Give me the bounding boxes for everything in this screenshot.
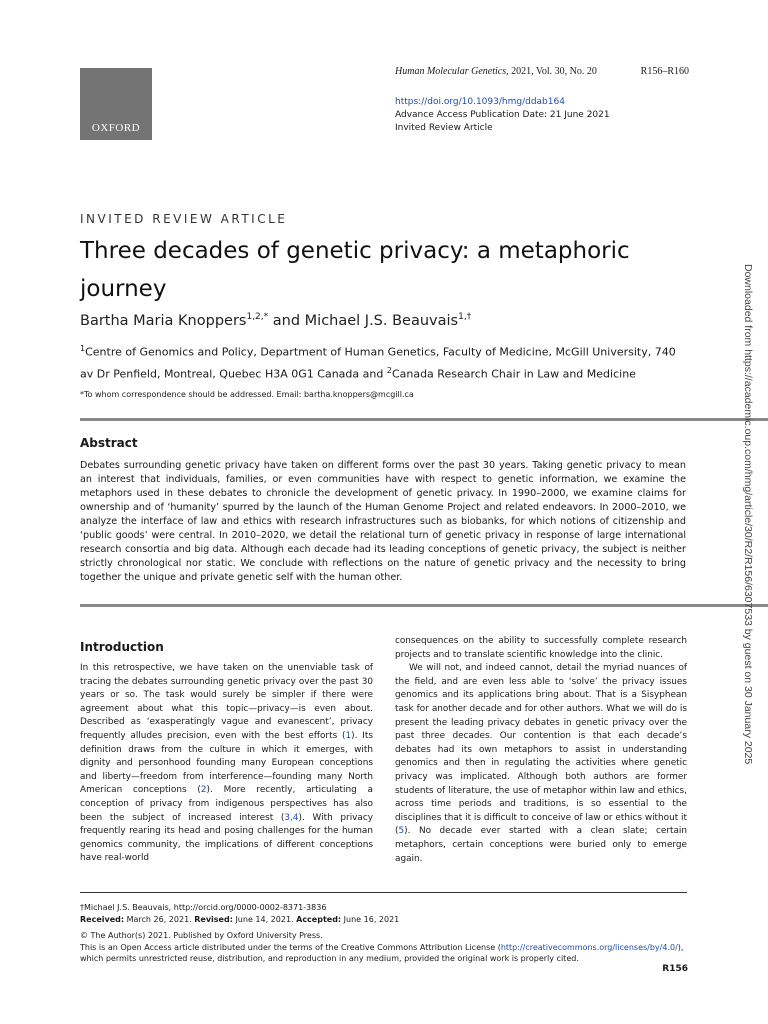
page-range: R156–R160	[640, 66, 689, 77]
orcid-note: †Michael J.S. Beauvais, http://orcid.org/0000-0002-8371-3836	[80, 903, 327, 912]
download-watermark: Downloaded from https://academic.oup.com/hmg/article/30/R2/R156/6307533 by guest on 30 January 2025	[742, 264, 754, 765]
author-affil-mark: 1,2,*	[246, 312, 269, 322]
received-label: Received:	[80, 914, 125, 924]
citation-link[interactable]: 3,4	[284, 812, 299, 823]
body-column-right	[395, 635, 687, 866]
correspondence-note: *To whom correspondence should be addressed. Email: bartha.knoppers@mcgill.ca	[80, 390, 414, 399]
author-affil-mark: 1,†	[458, 312, 472, 322]
author-name[interactable]: Michael J.S. Beauvais	[304, 312, 459, 329]
copyright-note: © The Author(s) 2021. Published by Oxford University Press.	[80, 931, 323, 940]
footnotes	[80, 902, 690, 965]
text-run: ). With privacy frequently rearing its head and posing challenges for the human genomics community, the implications of different conceptions have real-world	[80, 812, 373, 864]
author-name[interactable]: Bartha Maria Knoppers	[80, 312, 247, 329]
page-number: R156	[662, 964, 688, 974]
citation-link[interactable]: 2	[200, 785, 207, 796]
text-run: This is an Open Access article distributed under the terms of the Creative Commons Attribution License (	[80, 942, 501, 952]
journal-citation	[395, 66, 689, 77]
text-run: ). More recently, articulating a conception of privacy from indigenous perspectives has also been the subject of increased interest (	[80, 785, 373, 823]
affiliation-text: Centre of Genomics and Policy, Department of Human Genetics, Faculty of Medicine, McGill University, 740 av Dr Penfield, Montreal, Quebec H3A 0G1 Canada and	[80, 345, 676, 381]
doi-link[interactable]: https://doi.org/10.1093/hmg/ddab164	[395, 97, 565, 107]
article-meta	[395, 96, 610, 135]
revised-label: Revised:	[194, 914, 233, 924]
affil-mark: 1	[80, 344, 86, 353]
author-list	[80, 312, 471, 329]
citation-link[interactable]: 1	[345, 730, 352, 741]
article-history	[80, 914, 690, 926]
text-run: ). Its definition draws from the culture in which it emerges, with dignity and personhood founding many European conceptions and liberty—freedom from interference—founding many North American conceptions (	[80, 730, 374, 796]
affiliations	[80, 340, 690, 383]
article-kicker: INVITED REVIEW ARTICLE	[80, 212, 288, 226]
intro-paragraph	[80, 662, 373, 866]
intro-paragraph-continued: consequences on the ability to successfully complete research projects and to translate scientific knowledge into the clinic.	[395, 636, 687, 660]
accepted-date: June 16, 2021	[341, 914, 400, 924]
text-run: We will not, and indeed cannot, detail the myriad nuances of the field, and are even less able to ‘solve’ the privacy issues genomics and its applications bring about. That is a Sisyphean task for another decade and for other authors. What we will do is present the leading privacy debates in genetic privacy over the past three decades. Our contention is that each decade’s debates had its own metaphors to assist in understanding genomics and then in regulating the activities where genetic privacy was implicated. Although both authors are former students of literature, the use of metaphor within law and ethics, across time periods and traditions, is so essential to the disciplines that it is difficult to conceive of law or ethics without it (	[395, 663, 687, 837]
abstract-heading: Abstract	[80, 436, 138, 450]
accepted-label: Accepted:	[296, 914, 342, 924]
affiliation-text: Canada Research Chair in Law and Medicine	[391, 367, 636, 381]
logo-text: OXFORD	[91, 122, 141, 134]
abstract-text: Debates surrounding genetic privacy have taken on different forms over the past 30 years. Taking genetic privacy to mean an interest that individuals, families, or even communities have with respect to genetic information, we examine the metaphors used in these debates to chronicle the development of genetic privacy. In 1990–2000, we examine claims for ownership and of ‘humanity’ spurred by the launch of the Human Genome Project and related endeavors. In 2000–2010, we analyze the interface of law and ethics with research infrastructures such as biobanks, for which notions of citizenship and ‘public goods’ were central. In 2010–2020, we detail the relational turn of genetic privacy in response of large international research consortia and big data. Although each decade had its leading conceptions of genetic privacy, the subject is neither strictly chronological nor static. We conclude with reflections on the nature of genetic privacy and the necessity to bring together the unique and private genetic self with the human other.	[80, 460, 686, 583]
article-type: Invited Review Article	[395, 123, 493, 133]
article-title: Three decades of genetic privacy: a metaphoric journey	[80, 238, 630, 302]
intro-paragraph	[395, 662, 687, 866]
revised-date: June 14, 2021.	[232, 914, 297, 924]
received-date: March 26, 2021.	[124, 914, 195, 924]
journal-name: Human Molecular Genetics	[395, 66, 507, 77]
oxford-logo	[80, 68, 152, 140]
license-note	[80, 942, 690, 965]
introduction-heading: Introduction	[80, 640, 164, 654]
text-run: ), which permits unrestricted reuse, distribution, and reproduction in any medium, provided the original work is properly cited.	[80, 942, 684, 963]
journal-volume: , 2021, Vol. 30, No. 20	[506, 66, 597, 77]
footnote-rule	[80, 892, 687, 893]
citation-link[interactable]: 5	[398, 826, 405, 837]
body-column-left	[80, 662, 373, 866]
license-link[interactable]: http://creativecommons.org/licenses/by/4.0/	[500, 942, 678, 952]
author-separator: and	[268, 312, 305, 329]
text-run: In this retrospective, we have taken on the unenviable task of tracing the debates surrounding genetic privacy over the past 30 years or so. The task would surely be simpler if there were agreement about what this topic—privacy—is even about. Described as ‘exasperatingly vague and evanescent’, privacy frequently alludes precision, even with the best efforts (	[80, 663, 373, 741]
affil-mark: 2	[386, 365, 392, 375]
abstract-bottom-rule	[80, 604, 768, 607]
advance-access-date: Advance Access Publication Date: 21 June 2021	[395, 110, 610, 120]
abstract-top-rule	[80, 418, 768, 421]
text-run: ). No decade ever started with a clean slate; certain metaphors, certain conceptions were buried only to emerge again.	[395, 826, 687, 864]
